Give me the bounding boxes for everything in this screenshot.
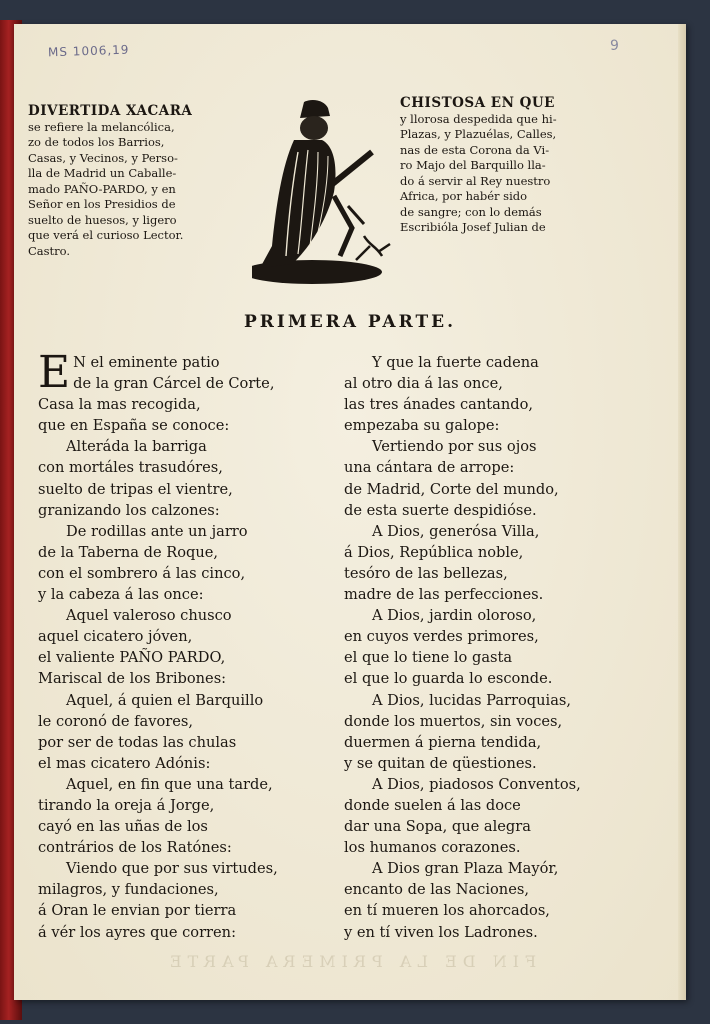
section-title: PRIMERA PARTE. bbox=[244, 312, 456, 332]
left-verse-line: á vér los ayres que corren: bbox=[38, 923, 236, 941]
title-left-line: Señor en los Presidios de bbox=[28, 197, 176, 211]
left-verse-line: Mariscal de los Bribones: bbox=[38, 670, 227, 688]
right-verse-line: Y que la fuerte cadena bbox=[372, 354, 539, 371]
left-verse-line: con mortáles trasudóres, bbox=[38, 459, 223, 477]
left-verse-line: que en España se conoce: bbox=[38, 417, 230, 435]
right-verse-line: de esta suerte despidióse. bbox=[344, 501, 537, 519]
right-verse-line: A Dios, jardin oloroso, bbox=[372, 607, 537, 625]
drop-cap: E bbox=[38, 347, 71, 398]
left-verse-line: Alteráda la barriga bbox=[66, 438, 207, 456]
left-verse-line: De rodillas ante un jarro bbox=[66, 522, 248, 540]
title-block-left bbox=[28, 104, 264, 259]
title-left-line: Castro. bbox=[28, 243, 71, 258]
title-right-line: ro Majo del Barquillo lla- bbox=[400, 158, 546, 172]
right-verse-line: madre de las perfecciones. bbox=[344, 586, 544, 604]
left-verse-line: Aquel, en fin que una tarde, bbox=[66, 775, 273, 793]
right-verse-line: el que lo guarda lo esconde. bbox=[344, 670, 553, 688]
right-verse-line: donde suelen á las doce bbox=[344, 796, 521, 814]
right-verse-line: duermen á pierna tendida, bbox=[344, 733, 542, 751]
right-verse-line: empezaba su galope: bbox=[344, 417, 500, 435]
right-verse-line: una cántara de arrope: bbox=[344, 459, 515, 477]
right-verse-line: encanto de las Naciones, bbox=[344, 881, 529, 899]
left-verse-line: granizando los calzones: bbox=[38, 501, 220, 519]
woodcut-figure bbox=[252, 100, 390, 284]
right-verse-line: y se quitan de qüestiones. bbox=[344, 754, 537, 772]
right-verse-line: Vertiendo por sus ojos bbox=[372, 438, 537, 456]
left-verse-line: Viendo que por sus virtudes, bbox=[66, 860, 278, 878]
left-verse-line: de la gran Cárcel de Corte, bbox=[73, 375, 275, 393]
title-right-lines bbox=[400, 112, 610, 236]
left-verse-line: milagros, y fundaciones, bbox=[38, 881, 219, 899]
left-verse-line: aquel cicatero jóven, bbox=[38, 628, 193, 646]
left-verse-line: á Oran le envian por tierra bbox=[38, 902, 237, 920]
right-verse-line: dar una Sopa, que alegra bbox=[344, 818, 531, 836]
title-left-line: que verá el curioso Lector. bbox=[28, 228, 184, 242]
title-right-line: nas de esta Corona da Vi- bbox=[400, 142, 550, 157]
verse-text: N el eminente patio bbox=[73, 354, 220, 371]
left-verse-line: Aquel valeroso chusco bbox=[66, 607, 232, 625]
left-verse-line: por ser de todas las chulas bbox=[38, 733, 237, 751]
right-verse-line: al otro dia á las once, bbox=[344, 375, 503, 393]
left-verse-line: con el sombrero á las cinco, bbox=[38, 564, 246, 582]
title-right-line: Escribióla Josef Julian de bbox=[400, 220, 546, 234]
bleed-through-text: FIN DE LA PRIMERA PARTE bbox=[163, 952, 537, 971]
right-verse-line: en tí mueren los ahorcados, bbox=[344, 902, 550, 920]
document-page bbox=[14, 24, 686, 1000]
folio-number: 9 bbox=[610, 38, 619, 54]
right-verse-line: los humanos corazones. bbox=[344, 839, 521, 857]
title-right-line: y llorosa despedida que hi- bbox=[400, 111, 557, 126]
title-left-line: suelto de huesos, y ligero bbox=[28, 212, 177, 227]
right-verse-line: A Dios gran Plaza Mayór, bbox=[372, 860, 559, 878]
title-right-line: do á servir al Rey nuestro bbox=[400, 173, 551, 188]
title-left-lines bbox=[28, 120, 264, 260]
title-right-line: Plazas, y Plazuélas, Calles, bbox=[400, 127, 557, 141]
verse-column-right bbox=[344, 352, 628, 943]
title-left-line: se refiere la melancólica, bbox=[28, 119, 175, 134]
right-verse-line: y en tí viven los Ladrones. bbox=[344, 923, 538, 941]
right-verse-line: el que lo tiene lo gasta bbox=[344, 649, 513, 667]
title-left-line: zo de todos los Barrios, bbox=[28, 135, 165, 149]
left-verse-line: cayó en las uñas de los bbox=[38, 818, 208, 836]
left-verse-line: contrários de los Ratónes: bbox=[38, 839, 232, 857]
page-edge bbox=[678, 24, 686, 1000]
right-verse-line: tesóro de las bellezas, bbox=[344, 564, 508, 582]
right-verse-line: en cuyos verdes primores, bbox=[344, 628, 539, 646]
woodcut-figure-image bbox=[252, 96, 394, 288]
left-verse-line: el valiente PAÑO PARDO, bbox=[38, 649, 226, 667]
right-verse-line: donde los muertos, sin voces, bbox=[344, 712, 563, 730]
right-verse-line: A Dios, generósa Villa, bbox=[372, 522, 540, 540]
shelfmark-annotation: MS 1006,19 bbox=[47, 42, 130, 60]
left-verse-line: de la Taberna de Roque, bbox=[38, 543, 219, 561]
left-verse-line: le coronó de favores, bbox=[38, 712, 193, 730]
left-verse-line: Aquel, á quien el Barquillo bbox=[66, 691, 264, 709]
right-verse-line: á Dios, República noble, bbox=[344, 543, 524, 561]
title-left-line: Casas, y Vecinos, y Perso- bbox=[28, 150, 178, 165]
left-verse-line: Casa la mas recogida, bbox=[38, 396, 201, 414]
left-verse-line: tirando la oreja á Jorge, bbox=[38, 796, 215, 814]
right-verse-line: de Madrid, Corte del mundo, bbox=[344, 480, 559, 498]
title-left-line: mado PAÑO-PARDO, y en bbox=[28, 181, 176, 196]
right-verse-line: las tres ánades cantando, bbox=[344, 396, 534, 414]
right-verse-line: A Dios, lucidas Parroquias, bbox=[372, 691, 572, 709]
title-block-right bbox=[400, 96, 610, 236]
left-verse-line: el mas cicatero Adónis: bbox=[38, 754, 211, 772]
verse-column-left bbox=[38, 347, 338, 943]
title-heading-right: CHISTOSA EN QUE bbox=[400, 95, 555, 111]
title-right-line: Africa, por habér sido bbox=[400, 189, 528, 203]
title-left-line: lla de Madrid un Caballe- bbox=[28, 166, 177, 180]
right-verse-line: A Dios, piadosos Conventos, bbox=[372, 775, 581, 793]
title-heading-left: DIVERTIDA XACARA bbox=[28, 103, 193, 119]
left-verse-line: y la cabeza á las once: bbox=[38, 586, 204, 604]
title-right-line: de sangre; con lo demás bbox=[400, 204, 542, 219]
left-verse-line: suelto de tripas el vientre, bbox=[38, 480, 233, 498]
